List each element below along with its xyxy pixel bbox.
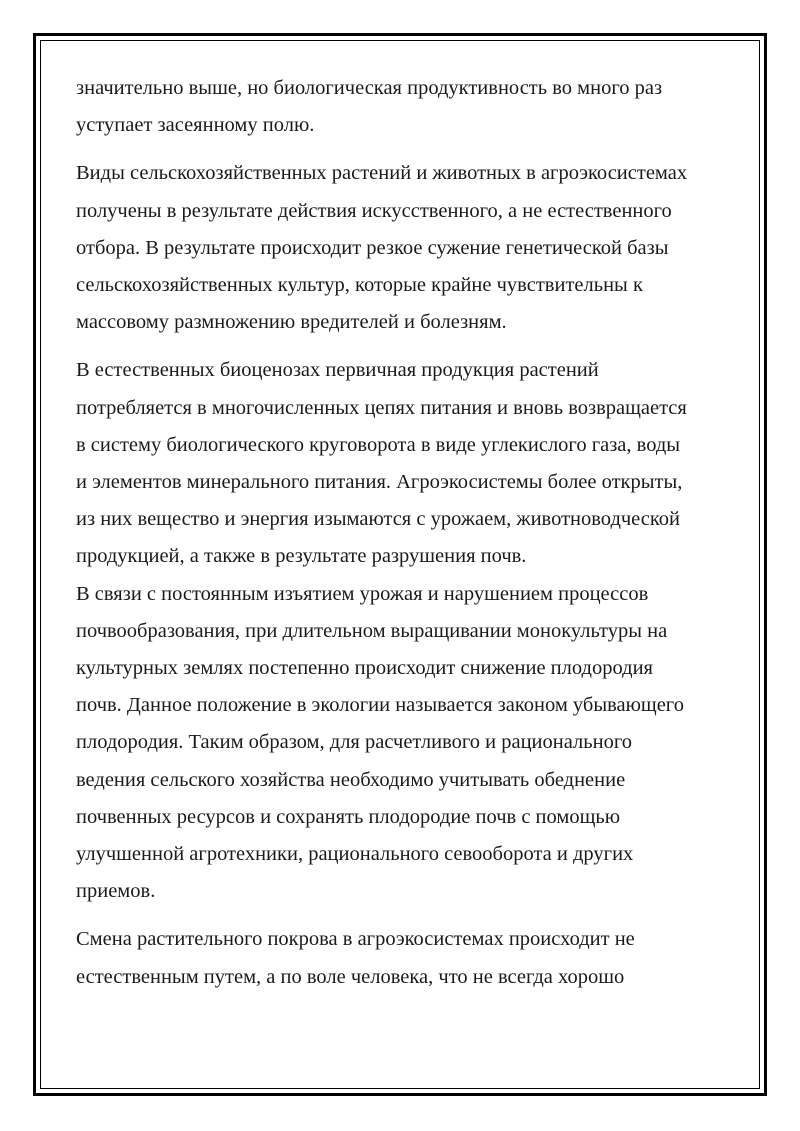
document-body [76, 70, 736, 996]
text-line: получены в результате действия искусственного, а не естественного [76, 199, 672, 222]
text-line: отбора. В результате происходит резкое сужение генетической базы [76, 236, 669, 259]
text-line: сельскохозяйственных культур, которые крайне чувствительны к [76, 274, 643, 297]
text-line: почвообразования, при длительном выращивании монокультуры на [76, 619, 668, 642]
text-line: из них вещество и энергия изымаются с урожаем, животноводческой [76, 508, 681, 531]
text-line: ведения сельского хозяйства необходимо учитывать обеднение [76, 768, 626, 791]
paragraph-4 [76, 576, 736, 911]
text-line: массовому размножению вредителей и болезням. [76, 311, 507, 334]
text-line: естественным путем, а по воле человека, что не всегда хорошо [76, 965, 625, 988]
text-line: улучшенной агротехники, рационального севооборота и других [76, 843, 634, 866]
text-line: уступает засеянному полю. [76, 114, 315, 137]
text-line: культурных землях постепенно происходит снижение плодородия [76, 657, 653, 680]
text-line: приемов. [76, 880, 156, 903]
text-line: плодородия. Таким образом, для расчетливого и рационального [76, 731, 632, 754]
text-line: В связи с постоянным изъятием урожая и нарушением процессов [76, 582, 649, 605]
text-line: почв. Данное положение в экологии называется законом убывающего [76, 694, 684, 717]
paragraph-3 [76, 352, 736, 575]
text-line: и элементов минерального питания. Агроэкосистемы более открыты, [76, 471, 683, 494]
text-line: В естественных биоценозах первичная продукция растений [76, 359, 599, 382]
text-line: значительно выше, но биологическая продуктивность во много раз [76, 77, 663, 99]
text-line: потребляется в многочисленных цепях питания и вновь возвращается [76, 396, 687, 419]
paragraph-1 [76, 70, 736, 144]
text-line: Виды сельскохозяйственных растений и животных в агроэкосистемах [76, 162, 688, 185]
text-line: Смена растительного покрова в агроэкосистемах происходит не [76, 928, 635, 951]
text-line: в систему биологического круговорота в виде углекислого газа, воды [76, 433, 681, 456]
text-line: продукцией, а также в результате разрушения почв. [76, 545, 527, 568]
paragraph-2 [76, 155, 736, 341]
paragraph-5 [76, 921, 736, 995]
text-line: почвенных ресурсов и сохранять плодородие почв с помощью [76, 805, 621, 828]
